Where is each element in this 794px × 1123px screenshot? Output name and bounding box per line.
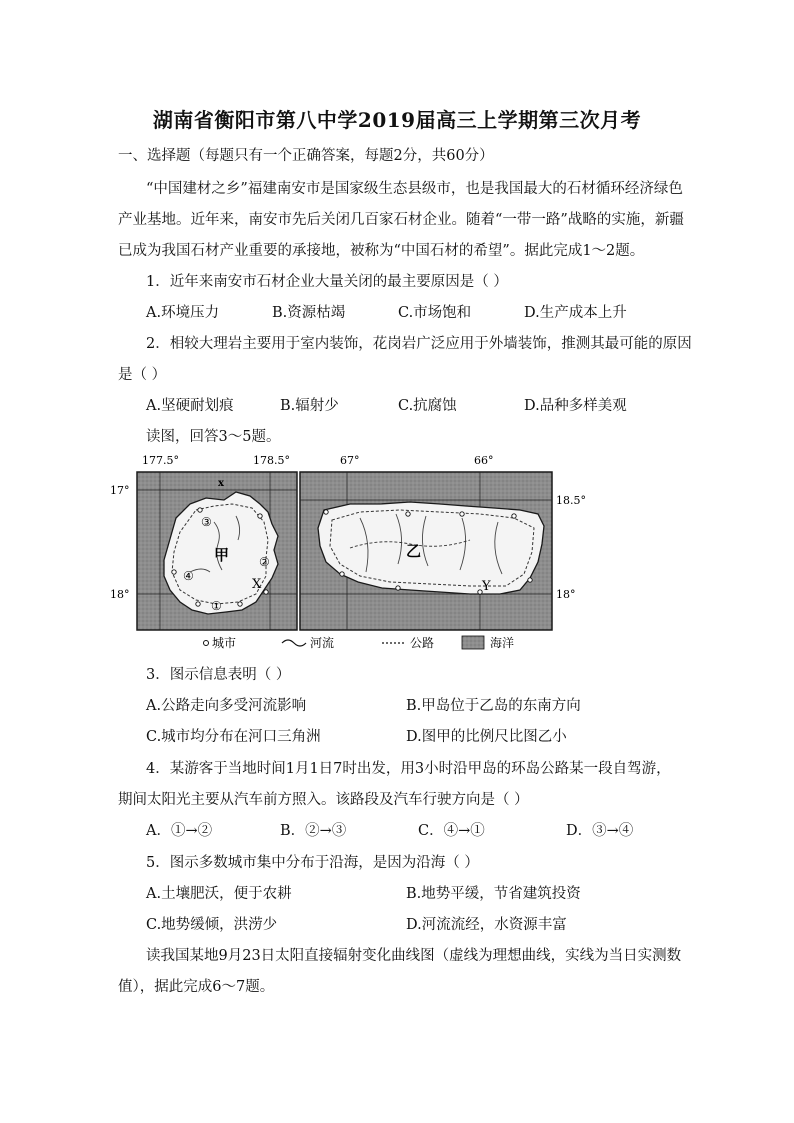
intro-passage-line-1: “中国建材之乡”福建南安市是国家级生态县级市，也是我国最大的石材循环经济绿色 <box>146 181 683 197</box>
marker-3: ③ <box>201 515 212 529</box>
island-jia-label: 甲 <box>214 546 230 564</box>
right-lon-2: 66° <box>474 454 494 467</box>
map-panel-left <box>110 454 297 630</box>
question-5-option-d: D.河流流经，水资源丰富 <box>406 917 567 933</box>
question-5-option-c: C.地势缓倾，洪涝少 <box>146 917 278 933</box>
question-1-option-d: D.生产成本上升 <box>524 305 627 321</box>
question-1-stem: 1．近年来南安市石材企业大量关闭的最主要原因是（ ） <box>146 274 508 290</box>
marker-4: ④ <box>183 569 194 583</box>
top-mark-label: x <box>218 478 224 489</box>
question-4-option-a: A．①→② <box>146 823 213 839</box>
legend-city-icon <box>204 641 209 646</box>
question-1-option-c: C.市场饱和 <box>398 305 472 321</box>
question-2-stem-line-1: 2．相较大理岩主要用于室内装饰，花岗岩广泛应用于外墙装饰，推测其最可能的原因 <box>146 336 692 352</box>
left-lat-bottom: 18° <box>110 588 130 601</box>
point-x-label: X <box>252 577 262 592</box>
left-lat-top: 17° <box>110 484 130 497</box>
left-lon-1: 177.5° <box>142 454 179 467</box>
intro-passage-line-3: 已成为我国石材产业重要的承接地，被称为“中国石材的希望”。据此完成1～2题。 <box>118 243 645 259</box>
radiation-intro-line-1: 读我国某地9月23日太阳直接辐射变化曲线图（虚线为理想曲线，实线为当日实测数 <box>146 948 682 964</box>
legend-road-label: 公路 <box>410 636 435 650</box>
question-5-stem: 5．图示多数城市集中分布于沿海，是因为沿海（ ） <box>146 855 479 871</box>
question-3-stem: 3．图示信息表明（ ） <box>146 667 291 683</box>
radiation-intro-line-2: 值），据此完成6～7题。 <box>118 979 275 995</box>
question-4-option-b: B．②→③ <box>280 823 347 839</box>
legend-ocean-icon <box>462 636 484 649</box>
section-heading: 一、选择题（每题只有一个正确答案，每题2分，共60分） <box>118 148 494 164</box>
question-3-option-c: C.城市均分布在河口三角洲 <box>146 729 321 745</box>
map-legend <box>204 635 515 650</box>
question-2-option-b: B.辐射少 <box>280 398 339 414</box>
exam-title: 湖南省衡阳市第八中学2019届高三上学期第三次月考 <box>152 108 642 132</box>
right-lon-1: 67° <box>340 454 360 467</box>
island-yi-label: 乙 <box>406 542 422 560</box>
question-1-option-a: A.环境压力 <box>146 305 220 321</box>
question-4-option-c: C．④→① <box>418 823 485 839</box>
right-lat-top: 18.5° <box>556 494 586 507</box>
question-3-option-d: D.图甲的比例尺比图乙小 <box>406 729 567 745</box>
left-lon-2: 178.5° <box>253 454 290 467</box>
marker-1: ① <box>211 599 222 613</box>
question-2-option-a: A.坚硬耐划痕 <box>146 398 234 414</box>
legend-ocean-label: 海洋 <box>490 636 515 650</box>
right-lat-bottom: 18° <box>556 588 576 601</box>
question-4-stem-line-2: 期间太阳光主要从汽车前方照入。该路段及汽车行驶方向是（ ） <box>118 792 529 808</box>
legend-river-icon <box>282 640 306 646</box>
island-map-figure <box>110 452 710 652</box>
question-3-option-a: A.公路走向多受河流影响 <box>146 698 307 714</box>
marker-2: ② <box>259 555 270 569</box>
question-4-stem-line-1: 4．某游客于当地时间1月1日7时出发，用3小时沿甲岛的环岛公路某一段自驾游， <box>146 761 671 777</box>
question-2-option-d: D.品种多样美观 <box>524 398 627 414</box>
question-1-option-b: B.资源枯竭 <box>272 305 346 321</box>
question-5-option-b: B.地势平缓，节省建筑投资 <box>406 886 581 902</box>
question-5-option-a: A.土壤肥沃，便于农耕 <box>146 886 292 902</box>
point-y-label: Y <box>482 579 491 594</box>
legend-city-label: 城市 <box>212 636 237 650</box>
question-2-stem-line-2: 是（ ） <box>118 367 167 383</box>
question-4-option-d: D．③→④ <box>566 823 634 839</box>
intro-passage-line-2: 产业基地。近年来，南安市先后关闭几百家石材企业。随着“一带一路”战略的实施，新疆 <box>118 212 684 228</box>
map-panel-right <box>300 454 586 630</box>
legend-river-label: 河流 <box>310 636 335 650</box>
question-3-option-b: B.甲岛位于乙岛的东南方向 <box>406 698 581 714</box>
question-2-option-c: C.抗腐蚀 <box>398 398 457 414</box>
map-intro: 读图，回答3～5题。 <box>146 429 281 445</box>
